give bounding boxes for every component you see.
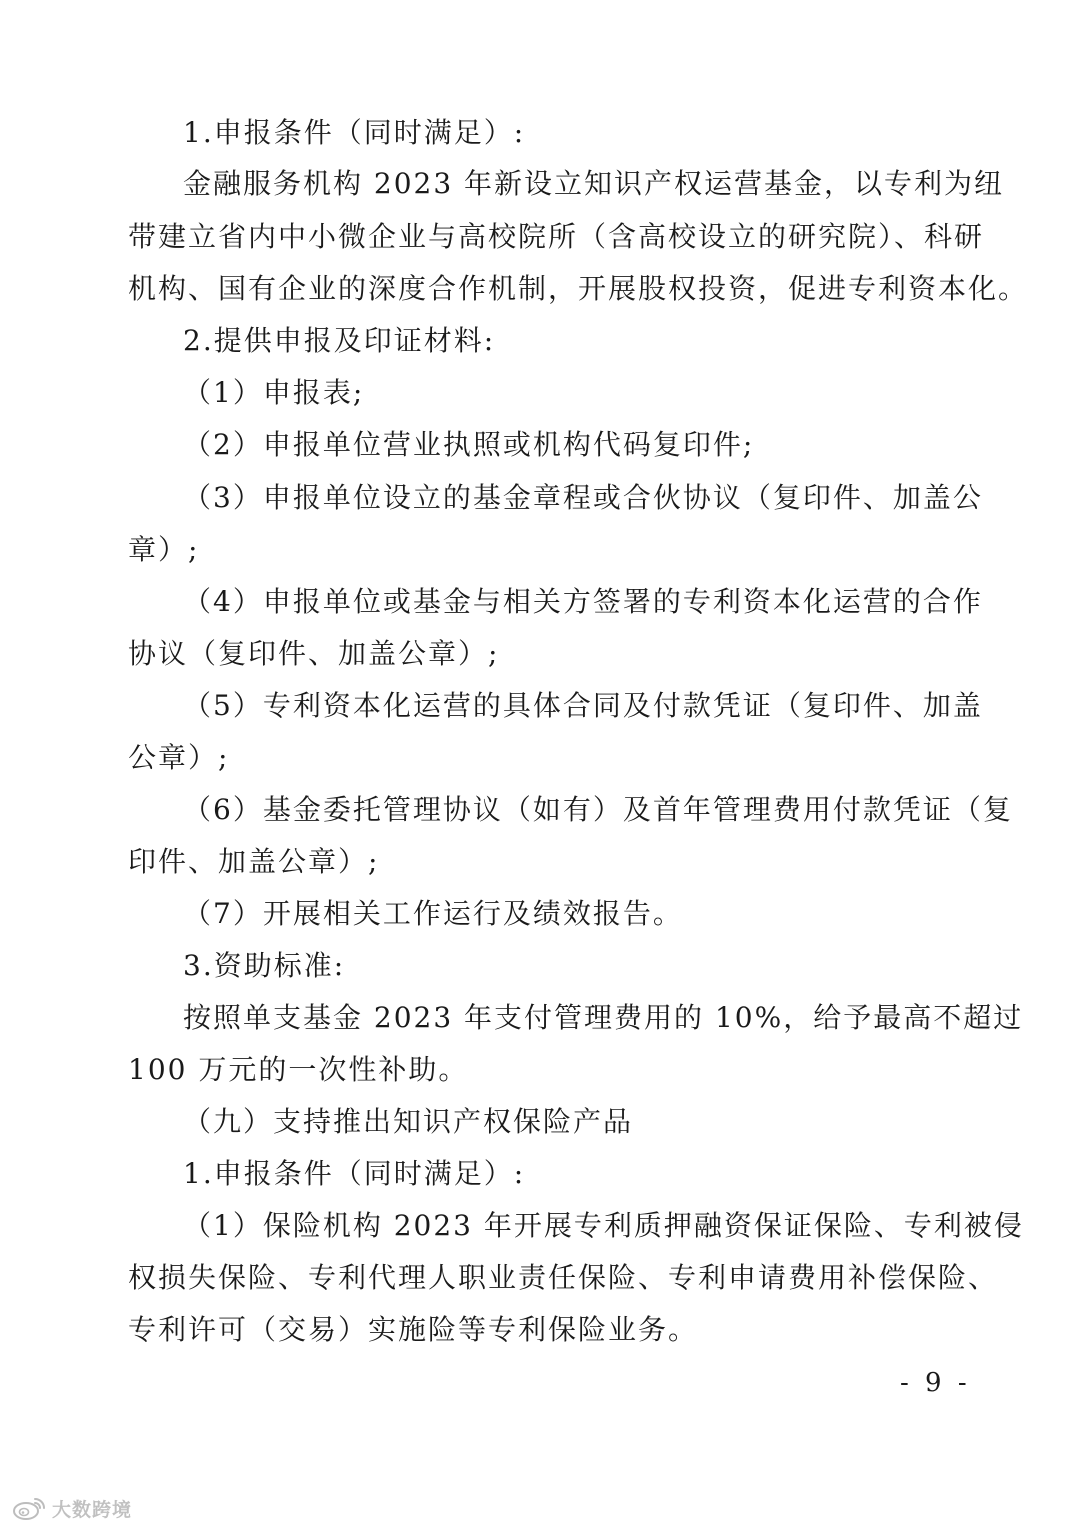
list-item: （6）基金委托管理协议（如有）及首年管理费用付款凭证（复: [183, 793, 1013, 826]
section-heading-ip-insurance: （九）支持推出知识产权保险产品: [183, 1105, 634, 1138]
weibo-logo-icon: [12, 1495, 46, 1521]
list-item-continuation: 公章）;: [128, 741, 230, 774]
page-number: - 9 -: [900, 1368, 971, 1398]
list-item: （3）申报单位设立的基金章程或合伙协议（复印件、加盖公: [183, 481, 983, 514]
list-item: （1）保险机构 2023 年开展专利质押融资保证保险、专利被侵: [183, 1209, 1024, 1242]
section-heading-materials: 2.提供申报及印证材料:: [183, 324, 496, 357]
paragraph-line: 按照单支基金 2023 年支付管理费用的 10%，给予最高不超过: [183, 1001, 1024, 1034]
paragraph-line: 带建立省内中小微企业与高校院所（含高校设立的研究院）、科研: [128, 220, 985, 253]
section-heading-funding-standard: 3.资助标准:: [183, 949, 346, 982]
paragraph-line: 100 万元的一次性补助。: [128, 1053, 469, 1086]
watermark-text: 大数跨境: [52, 1498, 133, 1521]
section-heading-application-conditions: 1.申报条件（同时满足）:: [183, 116, 526, 149]
section-heading-application-conditions: 1.申报条件（同时满足）:: [183, 1157, 526, 1190]
list-item: （7）开展相关工作运行及绩效报告。: [183, 897, 683, 930]
list-item: （2）申报单位营业执照或机构代码复印件;: [183, 428, 755, 461]
list-item-continuation: 权损失保险、专利代理人职业责任保险、专利申请费用补偿保险、: [128, 1261, 999, 1294]
list-item: （5）专利资本化运营的具体合同及付款凭证（复印件、加盖: [183, 689, 983, 722]
paragraph-line: 金融服务机构 2023 年新设立知识产权运营基金，以专利为纽: [183, 167, 1005, 200]
list-item-continuation: 印件、加盖公章）;: [128, 845, 380, 878]
list-item-continuation: 协议（复印件、加盖公章）;: [128, 637, 500, 670]
watermark: [12, 1494, 132, 1522]
list-item: （1）申报表;: [183, 376, 365, 409]
list-item-continuation: 章）;: [128, 533, 200, 566]
paragraph-line: 机构、国有企业的深度合作机制，开展股权投资，促进专利资本化。: [128, 272, 1029, 305]
list-item: （4）申报单位或基金与相关方签署的专利资本化运营的合作: [183, 585, 983, 618]
list-item-continuation: 专利许可（交易）实施险等专利保险业务。: [128, 1313, 699, 1346]
